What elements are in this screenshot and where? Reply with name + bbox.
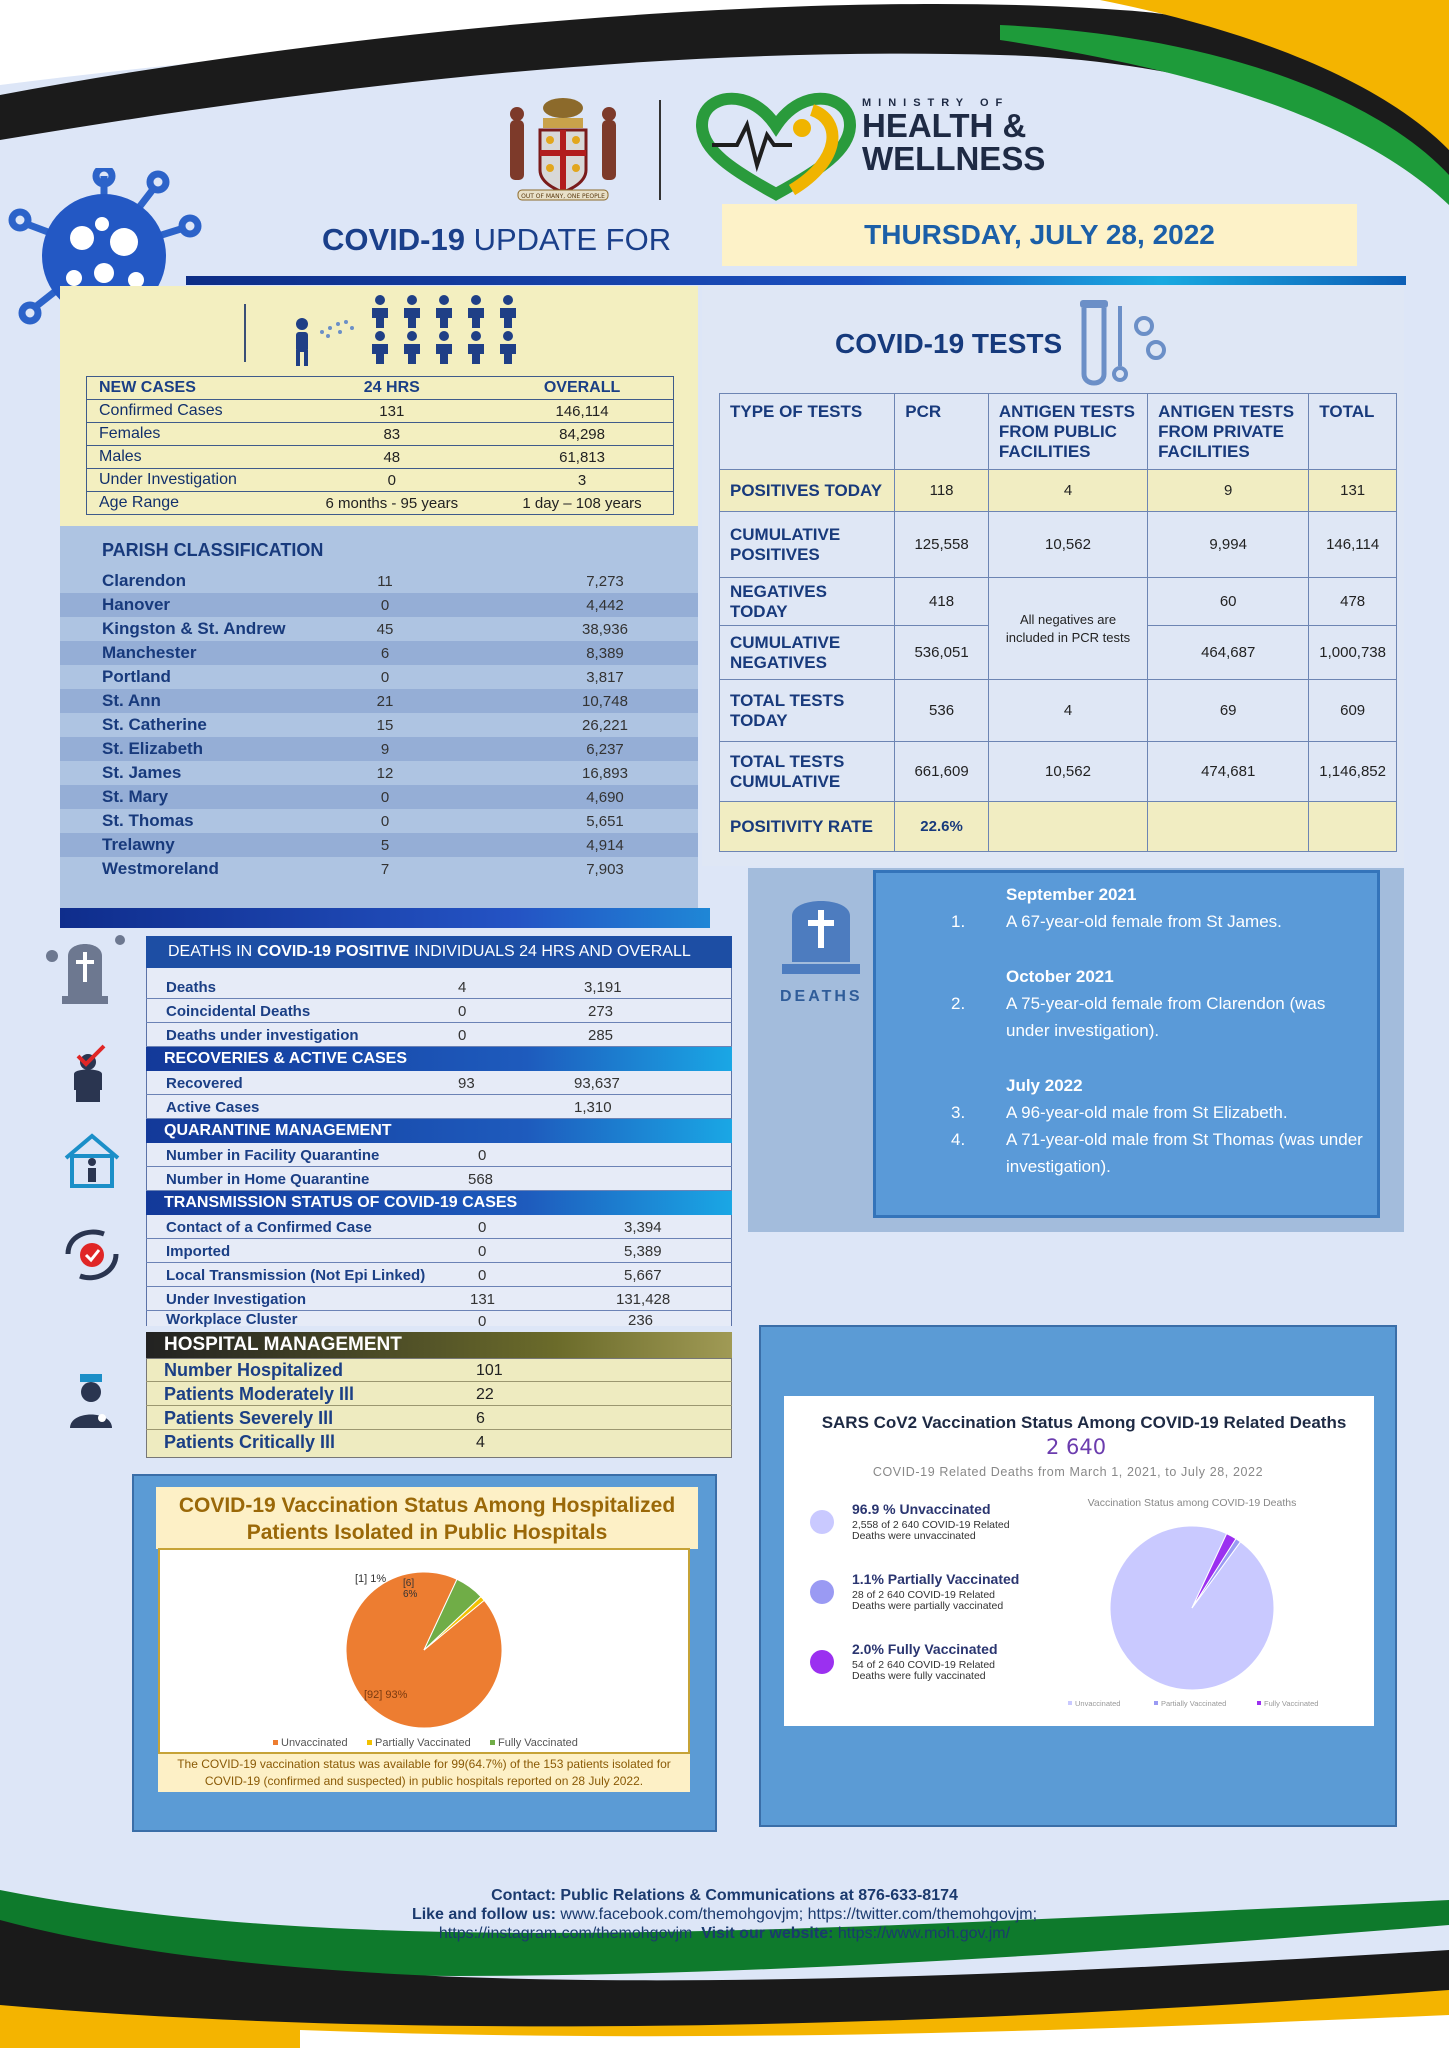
- list-item: St. James 12 16,893: [102, 763, 628, 782]
- table-row: Age Range 6 months - 95 years 1 day – 108 years: [87, 492, 674, 515]
- legend-unvaccinated: Unvaccinated: [1075, 1699, 1121, 1708]
- ministry-wordmark: [862, 98, 1045, 175]
- quarantine-header: QUARANTINE MANAGEMENT: [146, 1119, 732, 1143]
- table-row: Deaths under investigation 0 285: [146, 1023, 732, 1047]
- social-links[interactable]: www.facebook.com/themohgovjm; https://twitter.com/themohgovjm;: [560, 1906, 1038, 1923]
- recoveries-header: RECOVERIES & ACTIVE CASES: [146, 1047, 732, 1071]
- table-row: Imported 0 5,389: [146, 1239, 732, 1263]
- partial-heading: 1.1% Partially Vaccinated: [852, 1571, 1020, 1587]
- table-row: TOTAL TESTS CUMULATIVE 661,609 10,562 474,681 1,146,852: [720, 742, 1397, 802]
- data-label-unvaccinated: [92] 93%: [364, 1689, 408, 1701]
- list-item: St. Mary 0 4,690: [60, 785, 698, 809]
- unvaccinated-heading: 96.9 % Unvaccinated: [852, 1501, 991, 1517]
- legend-unvaccinated: Unvaccinated: [281, 1737, 348, 1749]
- table-row: Workplace Cluster 0 236: [166, 1311, 654, 1330]
- header-rule: [186, 276, 1406, 285]
- list-item: Hanover 0 4,442: [60, 593, 698, 617]
- tests-title: COVID-19 TESTS: [835, 328, 1063, 359]
- legend-swatch-partial: [367, 1740, 372, 1745]
- table-row: Recovered 93 93,637: [146, 1071, 732, 1095]
- list-item: Trelawny 5 4,914: [60, 833, 698, 857]
- footer-contact-line: Contact: Public Relations & Communications at 876-633-8174: [491, 1887, 958, 1904]
- legend-swatch-unvaccinated: [273, 1740, 278, 1745]
- table-row: Number in Home Quarantine 568: [146, 1167, 732, 1191]
- instagram-link[interactable]: https://instagram.com/themohgovjm: [438, 1925, 693, 1942]
- table-row: Number Hospitalized 101: [146, 1358, 732, 1382]
- table-row: Under Investigation 0 3: [87, 469, 674, 492]
- coat-of-arms-logo: [488, 80, 638, 202]
- table-row: Coincidental Deaths 0 273: [146, 999, 732, 1023]
- table-row: Under Investigation 131 131,428: [146, 1287, 732, 1311]
- list-item: St. Catherine 15 26,221: [102, 715, 628, 734]
- deaths-vaccination-title: SARS CoV2 Vaccination Status Among COVID-19 Related Deaths: [821, 1413, 1347, 1432]
- table-row: TOTAL TESTS TODAY 536 4 69 609: [720, 680, 1397, 742]
- table-row: POSITIVES TODAY 118 4 9 131: [720, 470, 1397, 512]
- panel-divider: [244, 304, 246, 362]
- deaths-total: 2 640: [1045, 1435, 1107, 1459]
- table-row: Patients Critically Ill 4: [164, 1432, 485, 1452]
- grave-icon: [40, 932, 130, 1006]
- deaths-vaccination-card: [784, 1396, 1374, 1726]
- full-sub2: Deaths were fully vaccinated: [852, 1670, 986, 1682]
- list-item: St. Ann 21 10,748: [60, 689, 698, 713]
- deaths-subtitle: COVID-19 Related Deaths from March 1, 2021, to July 28, 2022: [872, 1465, 1264, 1479]
- legend-full: Fully Vaccinated: [498, 1737, 578, 1749]
- ministry-line1: HEALTH &: [862, 107, 1027, 144]
- deaths-list: September 2021 1. A 67-year-old female from St James. October 2021 2. A 75-year-old female from Clarendon (was under investigation). July 2022 3. A 96-year-old male from St Elizabeth. 4. A 71-year-old male from St Thomas (was under investigation).: [873, 870, 1380, 1218]
- transmission-header: TRANSMISSION STATUS OF COVID-19 CASES: [146, 1191, 732, 1215]
- deaths-chart-title: Vaccination Status among COVID-19 Deaths: [1087, 1497, 1297, 1509]
- table-row: Females 83 84,298: [87, 423, 674, 446]
- full-sub1: 54 of 2 640 COVID-19 Related: [852, 1659, 996, 1671]
- deaths-label: DEATHS: [780, 988, 863, 1005]
- pie-slices: [1110, 1526, 1274, 1690]
- section-rule: [60, 908, 710, 928]
- ministry-small: MINISTRY OF: [862, 97, 1010, 109]
- negatives-note: All negatives are included in PCR tests: [988, 578, 1147, 680]
- legend-swatch-full: [1257, 1701, 1261, 1705]
- table-row: Deaths 4 3,191: [146, 975, 732, 999]
- coat-motto: OUT OF MANY, ONE PEOPLE: [521, 193, 605, 200]
- tombstone-icon: [778, 882, 864, 978]
- table-row: Patients Severely Ill 6: [146, 1406, 732, 1430]
- table-row: Local Transmission (Not Epi Linked) 0 5,667: [146, 1263, 732, 1287]
- pie-slices: [346, 1572, 502, 1728]
- ministry-line2: WELLNESS: [862, 140, 1046, 177]
- table-row: NEW CASES 24 HRS OVERALL: [87, 377, 674, 400]
- table-row: NEGATIVES TODAY 418 All negatives are included in PCR tests 60 478: [720, 578, 1397, 626]
- legend-swatch-full: [490, 1740, 495, 1745]
- full-dot: [810, 1650, 834, 1674]
- hospital-vaccination-note: The COVID-19 vaccination status was available for 99(64.7%) of the 153 patients isolated for COVID-19 (confirmed and suspected) in public hospitals reported on 28 July 2022.: [158, 1754, 690, 1792]
- legend-partial: Partially Vaccinated: [1161, 1699, 1227, 1708]
- list-item: Portland 0 3,817: [102, 667, 624, 686]
- table-row: POSITIVITY RATE 22.6%: [720, 802, 1397, 852]
- table-row: Contact of a Confirmed Case 0 3,394: [146, 1215, 732, 1239]
- table-row: Number in Facility Quarantine 0: [146, 1143, 732, 1167]
- parish-title: PARISH CLASSIFICATION: [102, 540, 324, 560]
- partial-dot: [810, 1580, 834, 1604]
- table-row: Active Cases 1,310: [146, 1095, 732, 1119]
- full-heading: 2.0% Fully Vaccinated: [852, 1641, 998, 1657]
- tests-table: [719, 393, 1397, 852]
- partial-sub2: Deaths were partially vaccinated: [852, 1600, 1004, 1612]
- house-quarantine-icon: [62, 1132, 122, 1190]
- list-item: St. Elizabeth 9 6,237: [60, 737, 698, 761]
- hospital-pie-chart: [160, 1550, 688, 1752]
- list-item: Westmoreland 7 7,903: [102, 859, 624, 878]
- transmission-cycle-icon: [58, 1224, 126, 1286]
- table-row: CUMULATIVE POSITIVES 125,558 10,562 9,994 146,114: [720, 512, 1397, 578]
- list-item: Clarendon 11 7,273: [102, 571, 624, 590]
- table-row: Confirmed Cases 131 146,114: [87, 400, 674, 423]
- deaths-vaccination-graphic: [784, 1396, 1374, 1726]
- data-label-full-count: [6]: [403, 1578, 415, 1589]
- unvaccinated-sub2: Deaths were unvaccinated: [852, 1530, 976, 1542]
- hospital-vaccination-title: COVID-19 Vaccination Status Among Hospitalized Patients Isolated in Public Hospitals: [156, 1487, 698, 1549]
- test-tube-icon: [1072, 296, 1172, 390]
- legend-full: Fully Vaccinated: [1264, 1699, 1319, 1708]
- page-title: COVID-19 UPDATE FOR: [322, 222, 672, 257]
- footer-contact: Contact: Public Relations & Communications at 876-633-8174 Like and follow us: www.facebook.com/themohgovjm; https://twitter.com/themohgovjm; https://instagram.com/themohgovjm Visit our website: https://www.moh.gov.jm/: [411, 1887, 1038, 1942]
- moh-heart-logo: [692, 90, 860, 202]
- legend-swatch-unvaccinated: [1068, 1701, 1072, 1705]
- data-label-partial: [1] 1%: [355, 1573, 387, 1585]
- new-cases-table: [86, 376, 674, 515]
- report-date: THURSDAY, JULY 28, 2022: [722, 204, 1357, 266]
- people-distancing-icon: [278, 292, 528, 368]
- hospital-vaccination-chart: [158, 1548, 690, 1754]
- data-label-full-pct: 6%: [403, 1589, 418, 1600]
- doctor-icon: [64, 1372, 118, 1430]
- list-item: Kingston & St. Andrew 45 38,936: [102, 619, 628, 638]
- table-row: CUMULATIVE NEGATIVES 536,051 464,687 1,000,738: [720, 626, 1397, 680]
- logo-divider: [659, 100, 661, 200]
- deaths-table-header: DEATHS IN COVID-19 POSITIVE INDIVIDUALS 24 HRS AND OVERALL: [146, 936, 732, 968]
- unvaccinated-dot: [810, 1510, 834, 1534]
- unvaccinated-sub1: 2,558 of 2 640 COVID-19 Related: [852, 1519, 1010, 1531]
- website-link[interactable]: https://www.moh.gov.jm/: [837, 1925, 1011, 1942]
- list-item: St. Thomas 0 5,651: [102, 811, 624, 830]
- list-item: Manchester 6 8,389: [60, 641, 698, 665]
- partial-sub1: 28 of 2 640 COVID-19 Related: [852, 1589, 996, 1601]
- table-row: Males 48 61,813: [87, 446, 674, 469]
- table-row: TYPE OF TESTS PCR ANTIGEN TESTS FROM PUBLIC FACILITIES ANTIGEN TESTS FROM PRIVATE FACILITIES TOTAL: [720, 394, 1397, 470]
- recovery-check-icon: [64, 1042, 114, 1106]
- table-row: Patients Moderately Ill 22: [146, 1382, 732, 1406]
- legend-partial: Partially Vaccinated: [375, 1737, 471, 1749]
- legend-swatch-partial: [1154, 1701, 1158, 1705]
- hospital-header: HOSPITAL MANAGEMENT: [146, 1332, 732, 1358]
